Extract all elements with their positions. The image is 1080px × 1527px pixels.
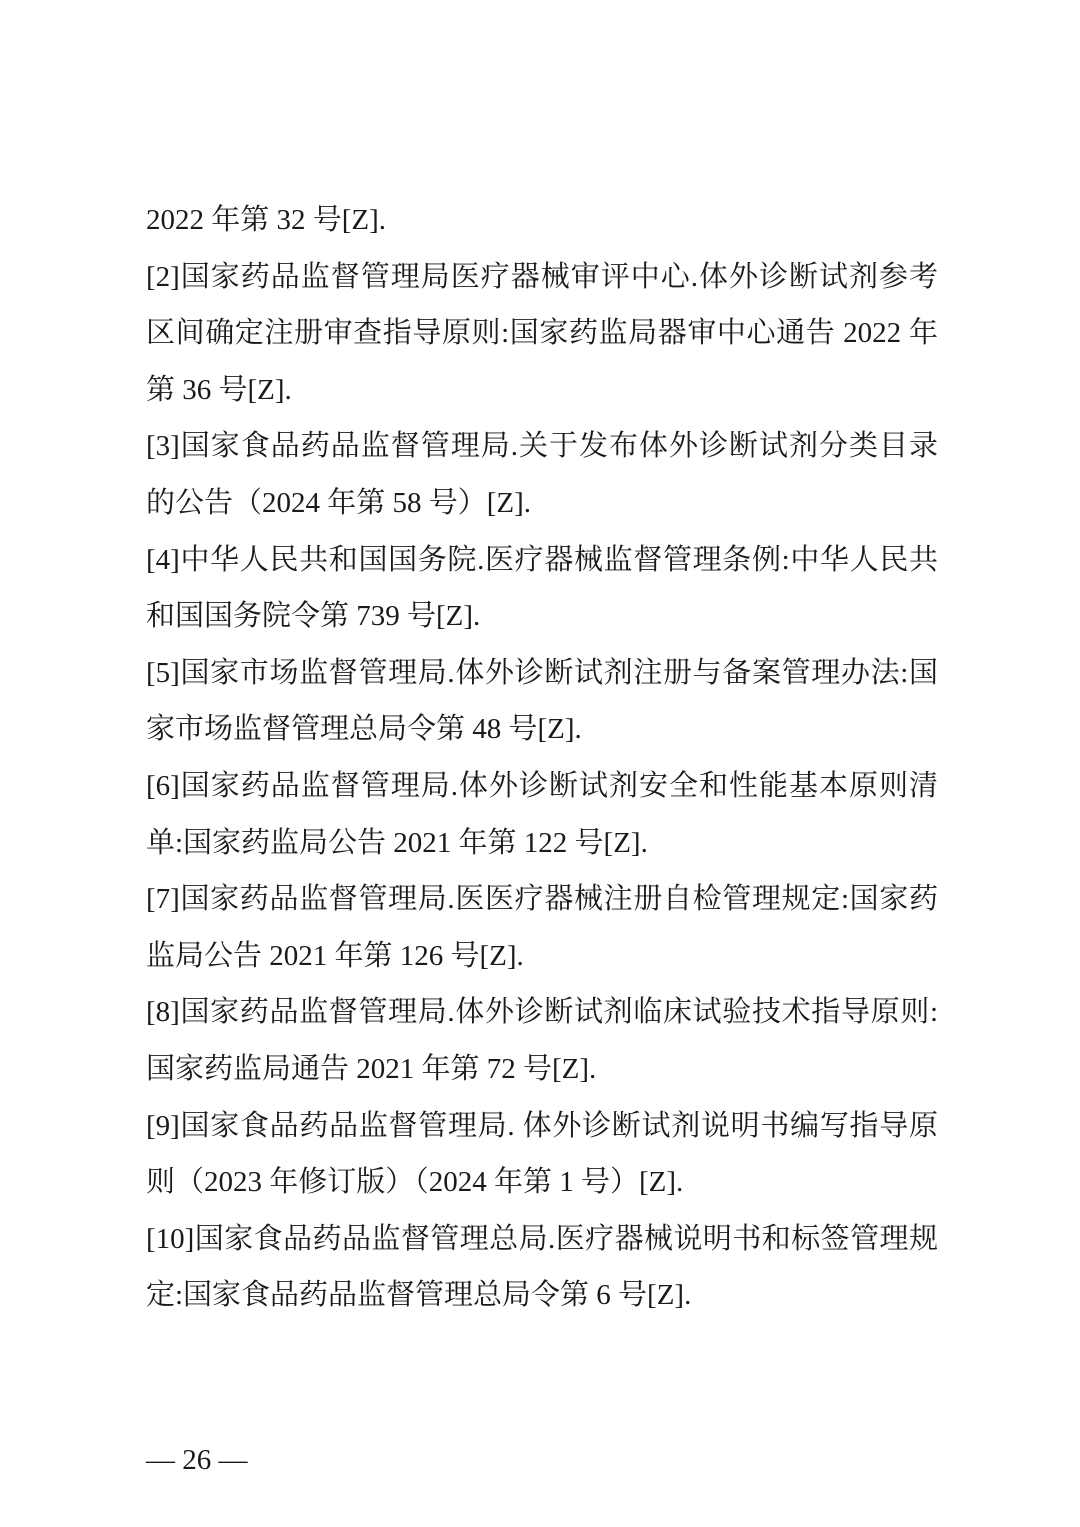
text-line: [9]国家食品药品监督管理局. 体外诊断试剂说明书编写指导原 [146, 1109, 938, 1142]
page-number: — 26 — [146, 1444, 248, 1476]
text-line: 的公告（2024 年第 58 号）[Z]. [146, 486, 532, 519]
text-line: 国家药监局通告 2021 年第 72 号[Z]. [146, 1052, 597, 1085]
text-line: [10]国家食品药品监督管理总局.医疗器械说明书和标签管理规 [146, 1222, 938, 1255]
text-line: [8]国家药品监督管理局.体外诊断试剂临床试验技术指导原则: [146, 996, 938, 1029]
text-line: [3]国家食品药品监督管理局.关于发布体外诊断试剂分类目录 [146, 430, 938, 463]
text-line: [7]国家药品监督管理局.医医疗器械注册自检管理规定:国家药 [146, 883, 938, 916]
text-line: [4]中华人民共和国国务院.医疗器械监督管理条例:中华人民共 [146, 543, 938, 576]
text-line: 和国国务院令第 739 号[Z]. [146, 600, 481, 633]
text-line: 单:国家药监局公告 2021 年第 122 号[Z]. [146, 826, 648, 859]
text-line: [2]国家药品监督管理局医疗器械审评中心.体外诊断试剂参考 [146, 260, 938, 293]
text-line: 定:国家食品药品监督管理总局令第 6 号[Z]. [146, 1279, 692, 1312]
text-line: 则（2023 年修订版）（2024 年第 1 号）[Z]. [146, 1166, 684, 1199]
text-line: 家市场监督管理总局令第 48 号[Z]. [146, 713, 582, 746]
text-line: [5]国家市场监督管理局.体外诊断试剂注册与备案管理办法:国 [146, 656, 938, 689]
text-line: 第 36 号[Z]. [146, 373, 292, 406]
text-line: 2022 年第 32 号[Z]. [146, 204, 387, 236]
reference-list [146, 192, 938, 1324]
text-line: 监局公告 2021 年第 126 号[Z]. [146, 939, 524, 972]
text-line: 区间确定注册审查指导原则:国家药监局器审中心通告 2022 年 [146, 317, 938, 350]
text-line: [6]国家药品监督管理局.体外诊断试剂安全和性能基本原则清 [146, 769, 938, 802]
